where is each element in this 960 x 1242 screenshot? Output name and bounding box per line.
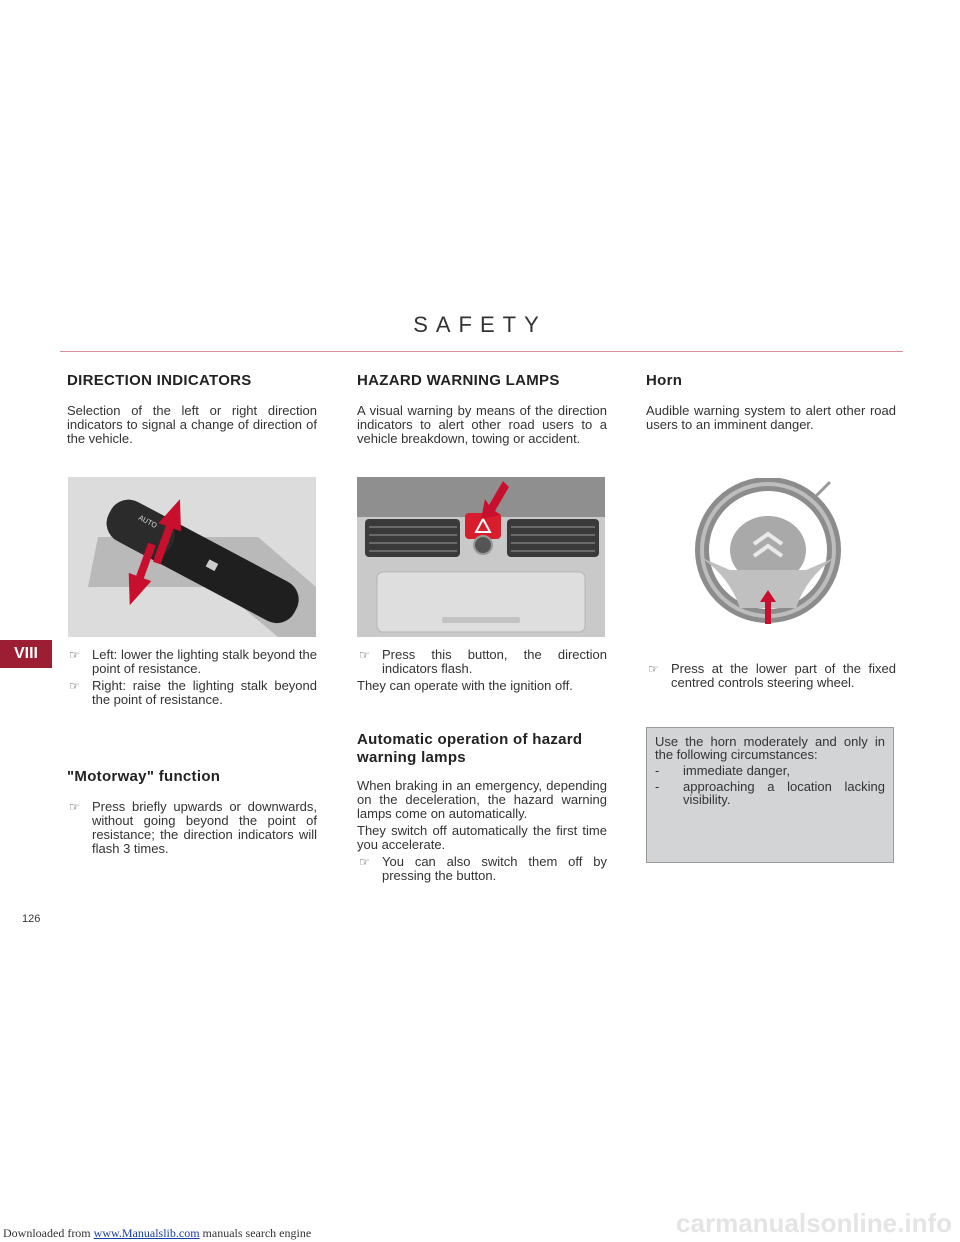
list-item: ☞ Left: lower the lighting stalk beyond the point of resistance. [69, 647, 317, 676]
pointing-hand-icon: ☞ [648, 662, 659, 676]
lighting-stalk-image [68, 477, 316, 637]
hazard-warning-intro: A visual warning by means of the direction indicators to alert other road users to a vehicle breakdown, towing or accident. [357, 403, 607, 446]
list-item: ☞ You can also switch them off by pressing the button. [359, 854, 607, 883]
automatic-hazard-text-2: They switch off automatically the first time you accelerate. [357, 823, 607, 852]
page-number: 126 [22, 913, 41, 925]
list-item: ☞ Right: raise the lighting stalk beyond the point of resistance. [69, 678, 317, 707]
direction-indicators-heading: DIRECTION INDICATORS [67, 372, 252, 389]
list-item: ☞ Press at the lower part of the fixed centred controls steering wheel. [648, 661, 896, 690]
pointing-hand-icon: ☞ [359, 648, 370, 662]
page-title: SAFETY [413, 312, 547, 337]
list-item: - immediate danger, [655, 763, 790, 778]
hazard-warning-heading: HAZARD WARNING LAMPS [357, 372, 560, 389]
list-item: ☞ Press this button, the direction indicators flash. [359, 647, 607, 676]
horn-bullets [646, 662, 896, 693]
svg-text:AUTO: AUTO [137, 513, 159, 531]
direction-indicators-section [67, 372, 317, 446]
automatic-hazard-section [357, 731, 607, 886]
hazard-warning-bullets [357, 648, 607, 693]
dashboard-vents-image [357, 477, 605, 637]
horn-note-intro: Use the horn moderately and only in the following circumstances: [655, 734, 885, 762]
automatic-hazard-heading: Automatic operation of hazard warning lamps [357, 731, 583, 766]
pointing-hand-icon: ☞ [69, 679, 80, 693]
motorway-function-heading: "Motorway" function [67, 768, 221, 785]
direction-indicators-intro: Selection of the left or right direction indicators to signal a change of direction of the vehicle. [67, 403, 317, 446]
section-tab: VIII [0, 640, 52, 668]
pointing-hand-icon: ☞ [69, 800, 80, 814]
horn-section [646, 372, 896, 432]
steering-wheel-image [680, 478, 860, 628]
manualslib-link[interactable]: www.Manualslib.com [93, 1226, 200, 1240]
horn-intro: Audible warning system to alert other road users to an imminent danger. [646, 403, 896, 432]
list-item: ☞ Press briefly upwards or downwards, without going beyond the point of resistance; the direction indicators will flash 3 times. [69, 799, 317, 856]
hazard-warning-section [357, 372, 607, 446]
pointing-hand-icon: ☞ [69, 648, 80, 662]
horn-usage-note [646, 727, 894, 863]
direction-indicators-bullets [67, 648, 317, 710]
ignition-off-note: They can operate with the ignition off. [357, 678, 573, 693]
steering-wheel-illustration [680, 478, 860, 628]
watermark: carmanualsonline.info [676, 1208, 952, 1238]
title-divider [60, 351, 903, 352]
pointing-hand-icon: ☞ [359, 855, 370, 869]
motorway-function-section [67, 768, 317, 859]
download-footer: Downloaded from www.Manualslib.com manuals search engine [3, 1226, 312, 1240]
hazard-button-illustration [357, 477, 605, 637]
automatic-hazard-text-1: When braking in an emergency, depending on the deceleration, the hazard warning lamps come on automatically. [357, 778, 607, 821]
horn-heading: Horn [646, 372, 683, 389]
lighting-stalk-illustration [68, 477, 316, 637]
list-item: - approaching a location lacking visibility. [655, 779, 885, 807]
